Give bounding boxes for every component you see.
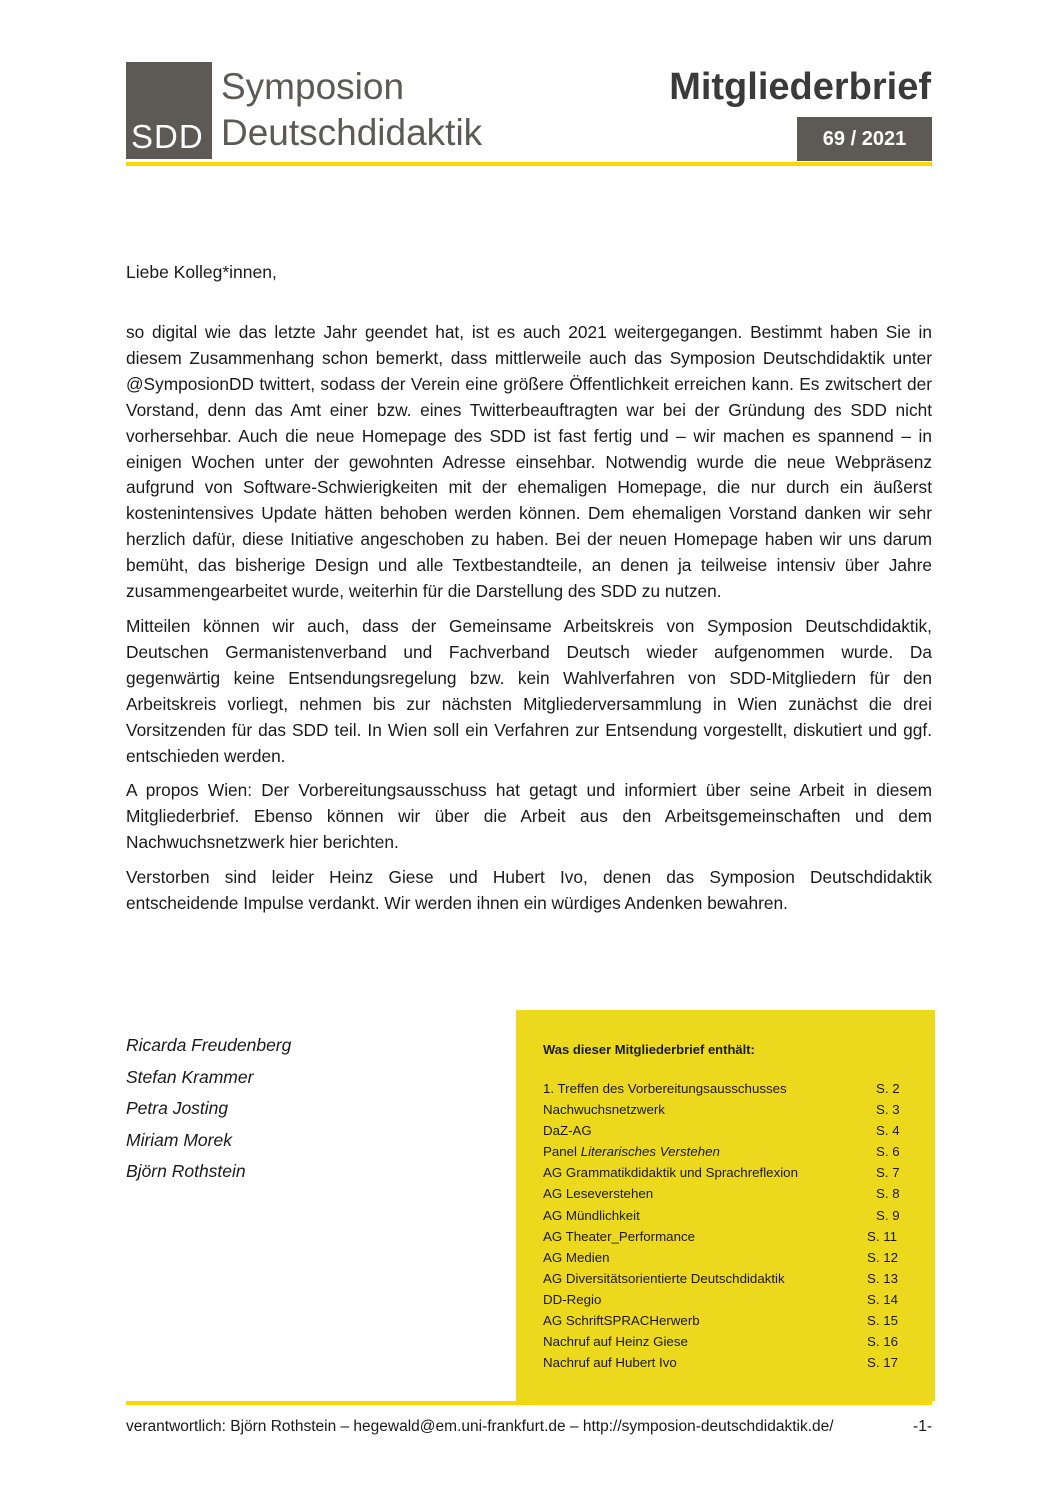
- toc-item-label: DaZ-AG: [543, 1123, 592, 1139]
- footer-contact: verantwortlich: Björn Rothstein – hegewald@em.uni-frankfurt.de – http://symposion-deutschdidaktik.de/: [126, 1418, 834, 1435]
- issue-badge: 69 / 2021: [797, 117, 932, 161]
- toc-item[interactable]: [543, 1123, 908, 1144]
- table-of-contents-box: [516, 1010, 935, 1401]
- toc-item[interactable]: [543, 1355, 908, 1376]
- toc-item-label: AG Diversitätsorientierte Deutschdidaktik: [543, 1270, 785, 1286]
- toc-item-label: Nachwuchsnetzwerk: [543, 1102, 665, 1118]
- toc-item-label: DD-Regio: [543, 1291, 602, 1307]
- toc-item-label: AG Leseverstehen: [543, 1186, 654, 1202]
- toc-item-label: 1. Treffen des Vorbereitungsausschusses: [543, 1081, 787, 1096]
- toc-item[interactable]: [543, 1208, 908, 1229]
- document-title: Mitgliederbrief: [669, 66, 931, 108]
- toc-item-page: S. 13: [867, 1270, 899, 1286]
- toc-item-label-prefix: Panel: [543, 1144, 581, 1160]
- toc-item[interactable]: [543, 1102, 908, 1123]
- toc-item-page: S. 12: [867, 1249, 899, 1265]
- toc-item-page: S. 7: [876, 1165, 900, 1181]
- header-divider: [126, 162, 932, 166]
- signatory-name: Miriam Morek: [126, 1129, 232, 1150]
- signatory-name: Petra Josting: [126, 1098, 229, 1118]
- toc-item-label-italic: Literarisches Verstehen: [580, 1144, 720, 1160]
- toc-item-page: S. 16: [867, 1334, 899, 1350]
- toc-item[interactable]: [543, 1186, 908, 1207]
- toc-item-page: S. 14: [867, 1291, 899, 1307]
- toc-item[interactable]: [543, 1292, 908, 1313]
- toc-item-page: S. 4: [876, 1123, 900, 1139]
- toc-item-label: AG Grammatikdidaktik und Sprachreflexion: [543, 1165, 798, 1181]
- signatories: [126, 1030, 291, 1188]
- toc-item-label: Nachruf auf Heinz Giese: [543, 1334, 688, 1350]
- toc-item-page: S. 11: [867, 1228, 898, 1244]
- toc-item[interactable]: [543, 1313, 908, 1334]
- toc-item[interactable]: [543, 1165, 908, 1186]
- toc-item-label: AG Mündlichkeit: [543, 1207, 640, 1223]
- paragraph: Mitteilen können wir auch, dass der Gemeinsame Arbeitskreis von Symposion Deutschdidaktik, Deutschen Germanistenverband und Fachverband Deutsch wieder aufgenommen wurde. Da gegenwärtig keine Entsendungsregelung bzw. kein Wahlverfahren von SDD-Mitgliedern für den Arbeitskreis vorliegt, nehmen bis zur nächsten Mitgliederversammlung in Wien zunächst die drei Vorsitzenden für das SDD teil. In Wien soll ein Verfahren zur Entsendung vorgestellt, diskutiert und ggf. entschieden werden.: [126, 615, 932, 766]
- toc-item-page: S. 15: [867, 1313, 899, 1329]
- toc-item-page: S. 17: [867, 1355, 899, 1371]
- letter-body: [126, 320, 932, 926]
- paragraph: A propos Wien: Der Vorbereitungsausschuss hat getagt und informiert über seine Arbeit in diesem Mitgliederbrief. Ebenso können wir über die Arbeit aus den Arbeitsgemeinschaften und dem Nachwuchsnetzwerk hier berichten.: [126, 780, 932, 853]
- toc-item-page: S. 9: [876, 1207, 900, 1223]
- toc-item-page: S. 2: [876, 1081, 900, 1096]
- signatory-name: Ricarda Freudenberg: [126, 1035, 292, 1055]
- toc-list: [543, 1081, 908, 1376]
- toc-item[interactable]: [543, 1144, 908, 1165]
- logo-text-deutschdidaktik: Deutschdidaktik: [221, 112, 483, 153]
- toc-heading: Was dieser Mitgliederbrief enthält:: [543, 1042, 755, 1057]
- salutation: Liebe Kolleg*innen,: [126, 262, 277, 282]
- paragraph: Verstorben sind leider Heinz Giese und Hubert Ivo, denen das Symposion Deutschdidaktik entscheidende Impulse verdankt. Wir werden ihnen ein würdiges Andenken bewahren.: [126, 867, 932, 914]
- logo-abbreviation: SDD: [131, 118, 204, 155]
- toc-item-page: S. 6: [876, 1144, 900, 1160]
- toc-item[interactable]: [543, 1229, 908, 1250]
- toc-item-label: AG Medien: [543, 1249, 610, 1265]
- toc-item-page: S. 8: [876, 1186, 900, 1202]
- signatory-name: Stefan Krammer: [126, 1066, 254, 1087]
- toc-item[interactable]: [543, 1271, 908, 1292]
- page-number: -1-: [913, 1418, 932, 1435]
- signatory-name: Björn Rothstein: [126, 1161, 246, 1181]
- toc-item[interactable]: [543, 1081, 908, 1102]
- paragraph: so digital wie das letzte Jahr geendet hat, ist es auch 2021 weitergegangen. Bestimmt haben Sie in diesem Zusammenhang schon bemerkt, dass mittlerweile auch das Symposion Deutschdidaktik unter @SymposionDD twittert, sodass der Verein eine größere Öffentlichkeit erreichen kann. Es zwitschert der Vorstand, denn das Amt einer bzw. eines Twitterbeauftragten war bei der Gründung des SDD nicht vorhersehbar. Auch die neue Homepage des SDD ist fast fertig und – wir machen es spannend – in einigen Wochen unter der gewohnten Adresse einsehbar. Notwendig wurde die neue Webpräsenz aufgrund von Software-Schwierigkeiten mit der ehemaligen Homepage, die nur durch ein äußerst kostenintensives Update hätten behoben werden können. Dem ehemaligen Vorstand danken wir sehr herzlich dafür, diese Initiative angeschoben zu haben. Bei der neuen Homepage haben wir uns darum bemüht, das bisherige Design und alle Textbestandteile, an denen ja teilweise intensiv über Jahre zusammengearbeitet wurde, weiterhin für die Darstellung des SDD zu nutzen.: [126, 322, 932, 602]
- footer-divider: [126, 1401, 932, 1405]
- toc-item-label: Nachruf auf Hubert Ivo: [543, 1355, 677, 1371]
- toc-item-page: S. 3: [876, 1102, 900, 1118]
- toc-item[interactable]: [543, 1334, 908, 1355]
- toc-item-label: AG Theater_Performance: [543, 1228, 696, 1244]
- logo-text-symposion: Symposion: [221, 66, 405, 107]
- toc-item[interactable]: [543, 1250, 908, 1271]
- toc-item-label: [543, 1144, 720, 1159]
- toc-item-label: AG SchriftSPRACHerwerb: [543, 1313, 700, 1329]
